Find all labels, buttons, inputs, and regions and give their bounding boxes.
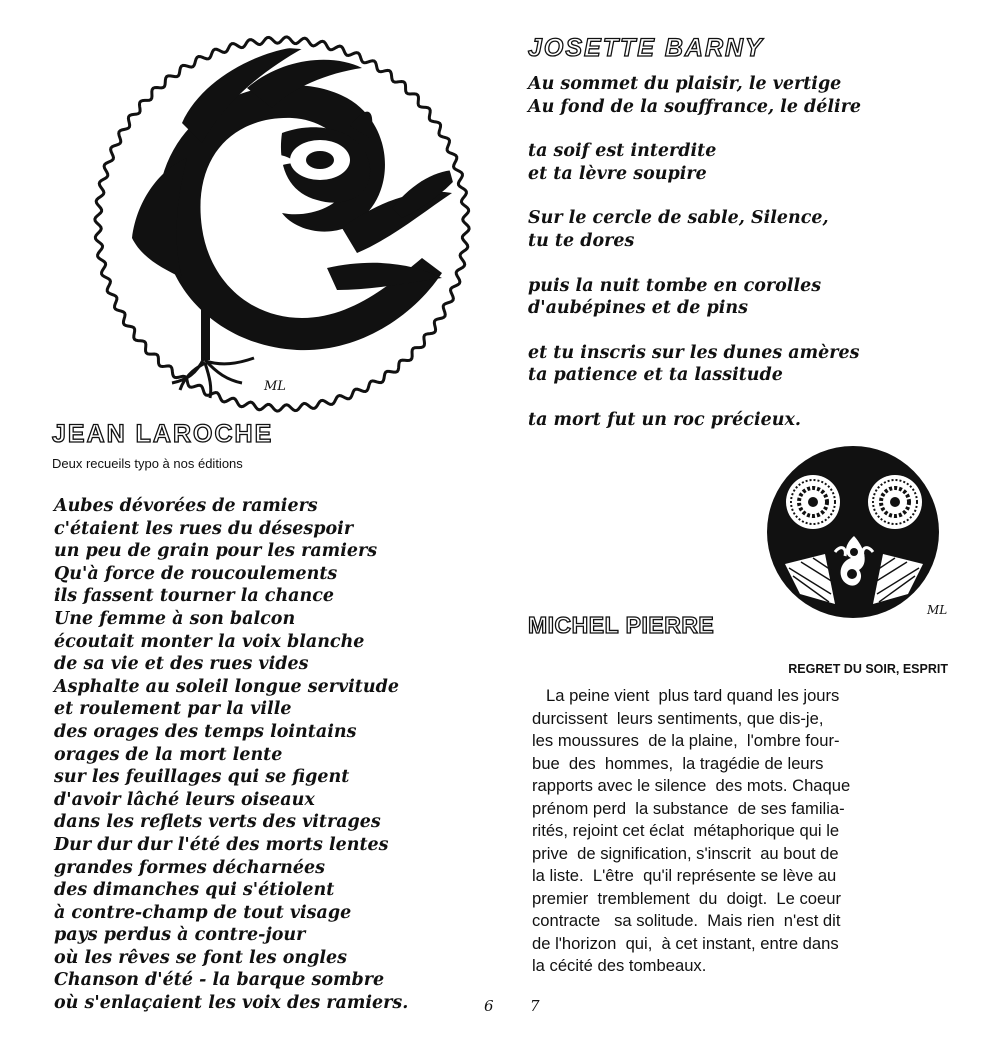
poem-line: Au sommet du plaisir, le vertige	[528, 74, 842, 94]
poem-line: ta soif est interdite	[528, 141, 717, 162]
prose-line: contracte sa solitude. Mais rien n'est dit	[532, 911, 841, 930]
illustration-signature: ML	[264, 379, 286, 394]
prose-line: La peine vient plus tard quand les jours	[546, 686, 840, 705]
prose-line: la liste. L'être qu'il représente se lève au	[532, 866, 837, 885]
poem-line: de sa vie et des rues vides	[54, 654, 309, 675]
poem-line: et tu inscris sur les dunes amères	[528, 342, 860, 363]
poem-josette-barny	[528, 73, 861, 432]
poem-line: tu te dores	[528, 230, 635, 251]
prose-line: de l'horizon qui, à cet instant, entre dans	[532, 933, 839, 953]
poem-stanza	[528, 342, 861, 387]
poem-line: c'étaient les rues du désespoir	[54, 518, 354, 539]
prose-line: rapports avec le silence des mots. Chaque	[532, 776, 851, 795]
poem-line: ils fassent tourner la chance	[54, 586, 335, 607]
prose-line: premier tremblement du doigt. Le coeur	[532, 888, 841, 908]
poem-stanza	[528, 207, 861, 252]
poem-line: Sur le cercle de sable, Silence,	[528, 208, 829, 229]
poem-line: des dimanches qui s'étiolent	[54, 880, 335, 901]
poem-stanza	[528, 73, 861, 118]
poem-line: Au fond de la souffrance, le délire	[528, 96, 862, 117]
prose-line: durcissent leurs sentiments, que dis-je,	[532, 708, 824, 728]
poem-line: puis la nuit tombe en corolles	[528, 275, 822, 296]
owl-medallion-illustration	[765, 444, 955, 624]
owl-signature: ML	[927, 603, 948, 617]
poem-stanza	[528, 409, 861, 432]
poem-stanza	[528, 140, 861, 185]
prose-line: les moussures de la plaine, l'ombre four-	[532, 731, 840, 750]
prose-line: prive de signification, s'inscrit au bout de	[532, 843, 839, 863]
poem-line: d'aubépines et de pins	[528, 298, 748, 319]
poem-line: Asphalte au soleil longue servitude	[54, 676, 399, 697]
poem-line: Aubes dévorées de ramiers	[54, 496, 318, 516]
poem-line: ta mort fut un roc précieux.	[528, 409, 801, 430]
poem-line: à contre-champ de tout visage	[54, 902, 352, 923]
page-number-left: 6	[484, 997, 494, 1015]
prose-line: rités, rejoint cet éclat métaphorique qui le	[532, 821, 840, 840]
poem-line: où les rêves se font les ongles	[54, 947, 347, 968]
poem-line: et ta lèvre soupire	[528, 163, 707, 184]
poem-line: Qu'à force de roucoulements	[54, 563, 338, 584]
prose-line: la cécité des tombeaux.	[532, 956, 707, 975]
poem-line: Une femme à son balcon	[54, 608, 296, 629]
poem-line: d'avoir lâché leurs oiseaux	[54, 789, 315, 810]
poem-line: et roulement par la ville	[54, 699, 292, 720]
poem-line: pays perdus à contre-jour	[54, 925, 306, 946]
prose-title: REGRET DU SOIR, ESPRIT	[788, 662, 948, 676]
author-michel-pierre: MICHEL PIERRE	[528, 612, 715, 638]
publication-note: Deux recueils typo à nos éditions	[52, 456, 243, 471]
prose-michel-pierre	[532, 685, 964, 978]
poem-line: où s'enlaçaient les voix des ramiers.	[54, 993, 409, 1014]
poem-line: un peu de grain pour les ramiers	[54, 541, 378, 562]
prose-line: bue des hommes, la tragédie de leurs	[532, 753, 824, 773]
poem-line: grandes formes décharnées	[54, 857, 326, 878]
poem-line: Dur dur dur l'été des morts lentes	[54, 834, 389, 855]
author-josette-barny: JOSETTE BARNY	[528, 34, 764, 62]
prose-line: prénom perd la substance de ses familia-	[532, 798, 845, 818]
bird-medallion-illustration	[92, 28, 472, 420]
poem-stanza	[528, 275, 861, 320]
poem-line: dans les reflets verts des vitrages	[54, 812, 381, 833]
author-jean-laroche: JEAN LAROCHE	[52, 420, 274, 448]
poem-line: des orages des temps lointains	[54, 721, 357, 742]
poem-jean-laroche	[54, 495, 408, 1015]
page-number-right: 7	[530, 997, 540, 1015]
poem-line: sur les feuillages qui se figent	[54, 767, 350, 788]
poem-line: écoutait monter la voix blanche	[54, 631, 365, 652]
poem-line: Chanson d'été - la barque sombre	[54, 970, 385, 991]
poem-line: orages de la mort lente	[54, 744, 283, 765]
poem-line: ta patience et ta lassitude	[528, 365, 783, 386]
